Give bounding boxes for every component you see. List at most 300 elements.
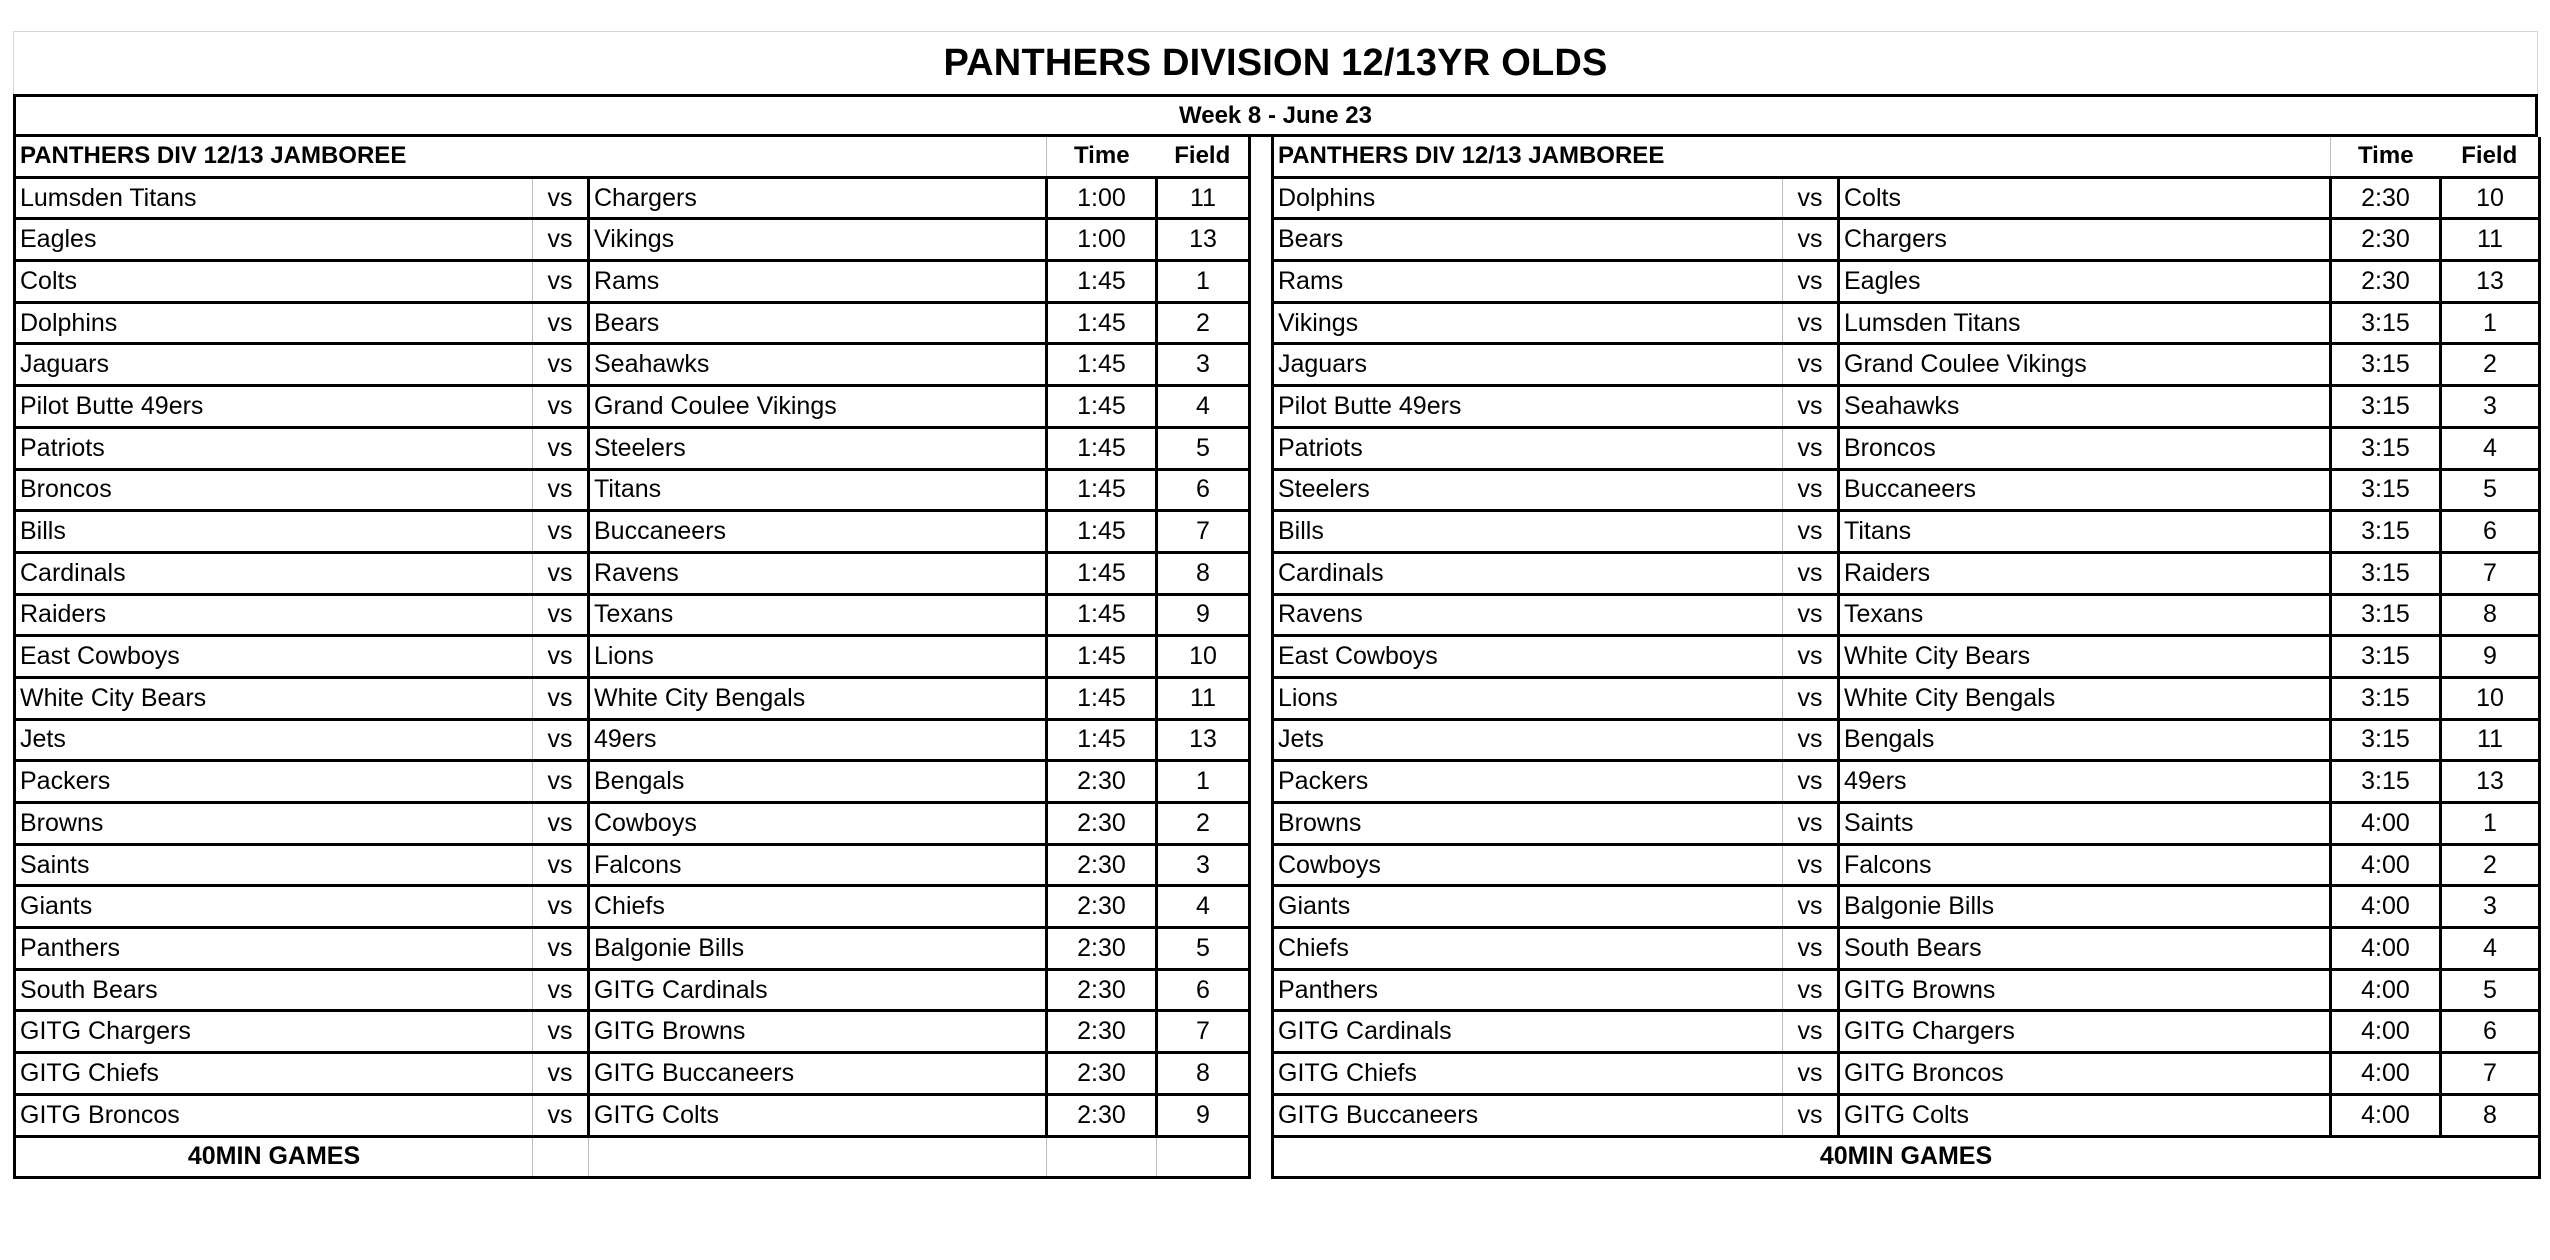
time-cell: 4:00	[2331, 1094, 2441, 1136]
table-footer-row	[1273, 1136, 2540, 1178]
home-team-cell: Dolphins	[1273, 177, 1783, 219]
schedule-table-right	[1271, 137, 2541, 1179]
vs-cell: vs	[533, 886, 589, 928]
home-team-cell: Packers	[15, 761, 533, 803]
table-row	[1273, 511, 2540, 553]
home-team-cell: GITG Broncos	[15, 1094, 533, 1136]
away-team-cell: Saints	[1839, 803, 2331, 845]
home-team-cell: Bills	[1273, 511, 1783, 553]
vs-cell: vs	[533, 427, 589, 469]
time-cell: 1:45	[1047, 344, 1157, 386]
table-row	[1273, 719, 2540, 761]
field-cell: 4	[1157, 386, 1250, 428]
vs-cell: vs	[533, 552, 589, 594]
table-row	[15, 1011, 1250, 1053]
table-row	[15, 969, 1250, 1011]
time-cell: 1:00	[1047, 219, 1157, 261]
table-row	[15, 844, 1250, 886]
table-row	[15, 344, 1250, 386]
time-cell: 1:45	[1047, 261, 1157, 303]
away-team-cell: Balgonie Bills	[1839, 886, 2331, 928]
table-row	[1273, 427, 2540, 469]
table-row	[15, 636, 1250, 678]
time-cell: 1:45	[1047, 302, 1157, 344]
home-team-cell: Bills	[15, 511, 533, 553]
home-team-cell: Steelers	[1273, 469, 1783, 511]
footer-empty-cell	[1157, 1136, 1250, 1178]
time-cell: 4:00	[2331, 1053, 2441, 1095]
away-team-cell: Seahawks	[1839, 386, 2331, 428]
vs-cell: vs	[1783, 552, 1839, 594]
field-cell: 1	[2441, 803, 2540, 845]
away-team-cell: Ravens	[589, 552, 1047, 594]
table-row	[1273, 886, 2540, 928]
away-team-cell: Seahawks	[589, 344, 1047, 386]
time-cell: 2:30	[1047, 803, 1157, 845]
field-cell: 13	[2441, 261, 2540, 303]
away-team-cell: GITG Chargers	[1839, 1011, 2331, 1053]
table-row	[1273, 677, 2540, 719]
table-row	[15, 594, 1250, 636]
time-cell: 2:30	[1047, 928, 1157, 970]
footer-empty-cell	[1047, 1136, 1157, 1178]
field-cell: 8	[1157, 552, 1250, 594]
home-team-cell: Cowboys	[1273, 844, 1783, 886]
field-cell: 13	[1157, 719, 1250, 761]
away-team-cell: GITG Buccaneers	[589, 1053, 1047, 1095]
time-cell: 1:45	[1047, 427, 1157, 469]
time-cell: 4:00	[2331, 844, 2441, 886]
table-header-row	[1273, 137, 2540, 177]
vs-cell: vs	[1783, 511, 1839, 553]
field-cell: 3	[1157, 344, 1250, 386]
vs-cell: vs	[1783, 969, 1839, 1011]
vs-cell: vs	[533, 677, 589, 719]
field-cell: 4	[2441, 427, 2540, 469]
away-team-cell: Buccaneers	[589, 511, 1047, 553]
vs-cell: vs	[1783, 928, 1839, 970]
table-row	[15, 219, 1250, 261]
time-cell: 2:30	[1047, 1011, 1157, 1053]
home-team-cell: East Cowboys	[1273, 636, 1783, 678]
table-footer-row	[15, 1136, 1250, 1178]
table-row	[1273, 844, 2540, 886]
field-cell: 5	[2441, 969, 2540, 1011]
field-cell: 13	[1157, 219, 1250, 261]
home-team-cell: Broncos	[15, 469, 533, 511]
time-cell: 3:15	[2331, 344, 2441, 386]
away-team-cell: White City Bengals	[1839, 677, 2331, 719]
away-team-cell: 49ers	[589, 719, 1047, 761]
vs-cell: vs	[533, 261, 589, 303]
away-team-cell: GITG Browns	[1839, 969, 2331, 1011]
away-team-cell: Eagles	[1839, 261, 2331, 303]
home-team-cell: Eagles	[15, 219, 533, 261]
home-team-cell: GITG Buccaneers	[1273, 1094, 1783, 1136]
home-team-cell: GITG Cardinals	[1273, 1011, 1783, 1053]
away-team-cell: Lions	[589, 636, 1047, 678]
field-cell: 3	[2441, 886, 2540, 928]
field-cell: 11	[1157, 177, 1250, 219]
time-cell: 3:15	[2331, 427, 2441, 469]
table-row	[1273, 1011, 2540, 1053]
away-team-cell: White City Bears	[1839, 636, 2331, 678]
field-cell: 13	[2441, 761, 2540, 803]
field-cell: 9	[1157, 1094, 1250, 1136]
home-team-cell: Giants	[15, 886, 533, 928]
vs-cell: vs	[1783, 219, 1839, 261]
away-team-cell: Chiefs	[589, 886, 1047, 928]
home-team-cell: South Bears	[15, 969, 533, 1011]
away-team-cell: GITG Browns	[589, 1011, 1047, 1053]
table-row	[1273, 636, 2540, 678]
table-row	[15, 177, 1250, 219]
table-row	[15, 719, 1250, 761]
table-row	[1273, 344, 2540, 386]
home-team-cell: Bears	[1273, 219, 1783, 261]
vs-cell: vs	[533, 177, 589, 219]
away-team-cell: Raiders	[1839, 552, 2331, 594]
home-team-cell: Rams	[1273, 261, 1783, 303]
table-row	[15, 386, 1250, 428]
away-team-cell: Cowboys	[589, 803, 1047, 845]
away-team-cell: Bengals	[1839, 719, 2331, 761]
table-row	[1273, 261, 2540, 303]
table-row	[1273, 969, 2540, 1011]
table-row	[1273, 1094, 2540, 1136]
time-cell: 2:30	[1047, 969, 1157, 1011]
table-row	[1273, 594, 2540, 636]
home-team-cell: Colts	[15, 261, 533, 303]
home-team-cell: Browns	[1273, 803, 1783, 845]
time-cell: 4:00	[2331, 969, 2441, 1011]
table-row	[1273, 177, 2540, 219]
vs-cell: vs	[533, 969, 589, 1011]
field-cell: 7	[2441, 1053, 2540, 1095]
vs-cell: vs	[1783, 1053, 1839, 1095]
time-cell: 2:30	[1047, 761, 1157, 803]
vs-cell: vs	[1783, 177, 1839, 219]
vs-cell: vs	[1783, 261, 1839, 303]
field-cell: 6	[2441, 1011, 2540, 1053]
vs-cell: vs	[533, 219, 589, 261]
field-cell: 3	[2441, 386, 2540, 428]
table-row	[15, 469, 1250, 511]
table-row	[15, 1094, 1250, 1136]
time-cell: 1:45	[1047, 719, 1157, 761]
time-cell: 1:45	[1047, 386, 1157, 428]
time-cell: 3:15	[2331, 511, 2441, 553]
time-cell: 2:30	[1047, 1053, 1157, 1095]
footer-empty-cell	[589, 1136, 1047, 1178]
field-cell: 4	[2441, 928, 2540, 970]
time-cell: 1:45	[1047, 594, 1157, 636]
field-cell: 9	[2441, 636, 2540, 678]
home-team-cell: Jets	[15, 719, 533, 761]
table-row	[1273, 386, 2540, 428]
field-cell: 5	[2441, 469, 2540, 511]
week-banner: Week 8 - June 23	[13, 94, 2538, 137]
home-team-cell: Pilot Butte 49ers	[15, 386, 533, 428]
vs-cell: vs	[533, 469, 589, 511]
away-team-cell: Falcons	[589, 844, 1047, 886]
home-team-cell: Panthers	[15, 928, 533, 970]
home-team-cell: Jaguars	[1273, 344, 1783, 386]
time-cell: 4:00	[2331, 803, 2441, 845]
home-team-cell: East Cowboys	[15, 636, 533, 678]
vs-cell: vs	[533, 1094, 589, 1136]
time-cell: 2:30	[1047, 1094, 1157, 1136]
home-team-cell: Patriots	[15, 427, 533, 469]
away-team-cell: GITG Broncos	[1839, 1053, 2331, 1095]
vs-cell: vs	[1783, 386, 1839, 428]
schedule-body-right	[1273, 177, 2540, 1136]
vs-cell: vs	[1783, 302, 1839, 344]
home-team-cell: Panthers	[1273, 969, 1783, 1011]
time-cell: 1:45	[1047, 636, 1157, 678]
field-cell: 11	[1157, 677, 1250, 719]
away-team-cell: Grand Coulee Vikings	[1839, 344, 2331, 386]
field-cell: 10	[2441, 177, 2540, 219]
table-row	[1273, 928, 2540, 970]
away-team-cell: Chargers	[589, 177, 1047, 219]
away-team-cell: Vikings	[589, 219, 1047, 261]
vs-cell: vs	[1783, 844, 1839, 886]
home-team-cell: Vikings	[1273, 302, 1783, 344]
time-cell: 2:30	[2331, 177, 2441, 219]
field-cell: 1	[2441, 302, 2540, 344]
away-team-cell: Balgonie Bills	[589, 928, 1047, 970]
away-team-cell: Chargers	[1839, 219, 2331, 261]
time-cell: 3:15	[2331, 636, 2441, 678]
time-cell: 2:30	[1047, 886, 1157, 928]
table-row	[1273, 219, 2540, 261]
vs-cell: vs	[533, 928, 589, 970]
table-row	[15, 261, 1250, 303]
table-row	[1273, 1053, 2540, 1095]
table-row	[15, 803, 1250, 845]
field-cell: 4	[1157, 886, 1250, 928]
vs-cell: vs	[533, 761, 589, 803]
table-row	[15, 1053, 1250, 1095]
time-cell: 3:15	[2331, 719, 2441, 761]
time-header: Time	[2331, 137, 2441, 177]
table-row	[15, 302, 1250, 344]
away-team-cell: White City Bengals	[589, 677, 1047, 719]
field-cell: 5	[1157, 427, 1250, 469]
away-team-cell: Lumsden Titans	[1839, 302, 2331, 344]
field-cell: 8	[2441, 1094, 2540, 1136]
time-cell: 4:00	[2331, 1011, 2441, 1053]
away-team-cell: Titans	[1839, 511, 2331, 553]
division-header: PANTHERS DIV 12/13 JAMBOREE	[1273, 137, 2331, 177]
home-team-cell: White City Bears	[15, 677, 533, 719]
away-team-cell: Colts	[1839, 177, 2331, 219]
home-team-cell: Dolphins	[15, 302, 533, 344]
time-cell: 3:15	[2331, 386, 2441, 428]
away-team-cell: Buccaneers	[1839, 469, 2331, 511]
table-row	[15, 886, 1250, 928]
field-cell: 2	[2441, 844, 2540, 886]
home-team-cell: Lumsden Titans	[15, 177, 533, 219]
field-cell: 2	[2441, 344, 2540, 386]
home-team-cell: Cardinals	[15, 552, 533, 594]
field-cell: 1	[1157, 261, 1250, 303]
page-title: PANTHERS DIVISION 12/13YR OLDS	[13, 31, 2538, 94]
time-cell: 1:45	[1047, 552, 1157, 594]
home-team-cell: Browns	[15, 803, 533, 845]
home-team-cell: GITG Chargers	[15, 1011, 533, 1053]
time-cell: 3:15	[2331, 761, 2441, 803]
away-team-cell: Texans	[1839, 594, 2331, 636]
vs-cell: vs	[1783, 761, 1839, 803]
time-header: Time	[1047, 137, 1157, 177]
field-cell: 11	[2441, 219, 2540, 261]
time-cell: 1:45	[1047, 469, 1157, 511]
field-cell: 5	[1157, 928, 1250, 970]
away-team-cell: South Bears	[1839, 928, 2331, 970]
vs-cell: vs	[1783, 677, 1839, 719]
field-cell: 7	[1157, 1011, 1250, 1053]
away-team-cell: GITG Colts	[1839, 1094, 2331, 1136]
vs-cell: vs	[1783, 1011, 1839, 1053]
home-team-cell: Lions	[1273, 677, 1783, 719]
vs-cell: vs	[1783, 594, 1839, 636]
vs-cell: vs	[533, 344, 589, 386]
field-cell: 8	[1157, 1053, 1250, 1095]
division-header: PANTHERS DIV 12/13 JAMBOREE	[15, 137, 1047, 177]
field-cell: 7	[1157, 511, 1250, 553]
home-team-cell: Raiders	[15, 594, 533, 636]
vs-cell: vs	[1783, 803, 1839, 845]
games-duration-note: 40MIN GAMES	[1273, 1136, 2540, 1178]
field-cell: 9	[1157, 594, 1250, 636]
away-team-cell: Bengals	[589, 761, 1047, 803]
vs-cell: vs	[533, 1053, 589, 1095]
schedule-tables	[13, 137, 2538, 1171]
field-cell: 3	[1157, 844, 1250, 886]
vs-cell: vs	[1783, 469, 1839, 511]
vs-cell: vs	[533, 636, 589, 678]
vs-cell: vs	[533, 803, 589, 845]
vs-cell: vs	[533, 594, 589, 636]
vs-cell: vs	[533, 386, 589, 428]
time-cell: 2:30	[2331, 261, 2441, 303]
time-cell: 4:00	[2331, 928, 2441, 970]
vs-cell: vs	[1783, 886, 1839, 928]
vs-cell: vs	[1783, 719, 1839, 761]
field-cell: 11	[2441, 719, 2540, 761]
home-team-cell: Chiefs	[1273, 928, 1783, 970]
time-cell: 3:15	[2331, 469, 2441, 511]
home-team-cell: GITG Chiefs	[1273, 1053, 1783, 1095]
field-cell: 2	[1157, 302, 1250, 344]
time-cell: 2:30	[2331, 219, 2441, 261]
home-team-cell: Jets	[1273, 719, 1783, 761]
table-header-row	[15, 137, 1250, 177]
vs-cell: vs	[1783, 344, 1839, 386]
home-team-cell: Cardinals	[1273, 552, 1783, 594]
table-row	[15, 511, 1250, 553]
away-team-cell: Broncos	[1839, 427, 2331, 469]
away-team-cell: 49ers	[1839, 761, 2331, 803]
field-cell: 2	[1157, 803, 1250, 845]
table-row	[15, 761, 1250, 803]
time-cell: 3:15	[2331, 552, 2441, 594]
field-cell: 10	[2441, 677, 2540, 719]
home-team-cell: Giants	[1273, 886, 1783, 928]
time-cell: 2:30	[1047, 844, 1157, 886]
field-cell: 10	[1157, 636, 1250, 678]
schedule-body-left	[15, 177, 1250, 1136]
vs-cell: vs	[1783, 1094, 1839, 1136]
table-row	[1273, 803, 2540, 845]
vs-cell: vs	[533, 1011, 589, 1053]
away-team-cell: Grand Coulee Vikings	[589, 386, 1047, 428]
field-cell: 6	[1157, 969, 1250, 1011]
home-team-cell: GITG Chiefs	[15, 1053, 533, 1095]
home-team-cell: Ravens	[1273, 594, 1783, 636]
time-cell: 3:15	[2331, 302, 2441, 344]
table-row	[15, 427, 1250, 469]
time-cell: 1:45	[1047, 677, 1157, 719]
footer-empty-cell	[533, 1136, 589, 1178]
time-cell: 1:45	[1047, 511, 1157, 553]
away-team-cell: Steelers	[589, 427, 1047, 469]
time-cell: 3:15	[2331, 594, 2441, 636]
field-cell: 7	[2441, 552, 2540, 594]
table-row	[15, 928, 1250, 970]
schedule-sheet	[13, 31, 2538, 1171]
time-cell: 3:15	[2331, 677, 2441, 719]
home-team-cell: Pilot Butte 49ers	[1273, 386, 1783, 428]
field-header: Field	[2441, 137, 2540, 177]
home-team-cell: Saints	[15, 844, 533, 886]
away-team-cell: Rams	[589, 261, 1047, 303]
away-team-cell: Titans	[589, 469, 1047, 511]
time-cell: 1:00	[1047, 177, 1157, 219]
home-team-cell: Packers	[1273, 761, 1783, 803]
vs-cell: vs	[533, 511, 589, 553]
home-team-cell: Jaguars	[15, 344, 533, 386]
field-cell: 6	[1157, 469, 1250, 511]
field-cell: 1	[1157, 761, 1250, 803]
vs-cell: vs	[1783, 636, 1839, 678]
away-team-cell: GITG Colts	[589, 1094, 1047, 1136]
vs-cell: vs	[533, 719, 589, 761]
away-team-cell: Texans	[589, 594, 1047, 636]
away-team-cell: Bears	[589, 302, 1047, 344]
table-row	[15, 552, 1250, 594]
table-row	[1273, 552, 2540, 594]
games-duration-note: 40MIN GAMES	[15, 1136, 533, 1178]
vs-cell: vs	[533, 844, 589, 886]
field-cell: 8	[2441, 594, 2540, 636]
vs-cell: vs	[1783, 427, 1839, 469]
table-row	[1273, 302, 2540, 344]
table-row	[15, 677, 1250, 719]
schedule-table-left	[13, 137, 1251, 1179]
table-row	[1273, 469, 2540, 511]
time-cell: 4:00	[2331, 886, 2441, 928]
field-cell: 6	[2441, 511, 2540, 553]
vs-cell: vs	[533, 302, 589, 344]
home-team-cell: Patriots	[1273, 427, 1783, 469]
field-header: Field	[1157, 137, 1250, 177]
table-row	[1273, 761, 2540, 803]
away-team-cell: Falcons	[1839, 844, 2331, 886]
away-team-cell: GITG Cardinals	[589, 969, 1047, 1011]
